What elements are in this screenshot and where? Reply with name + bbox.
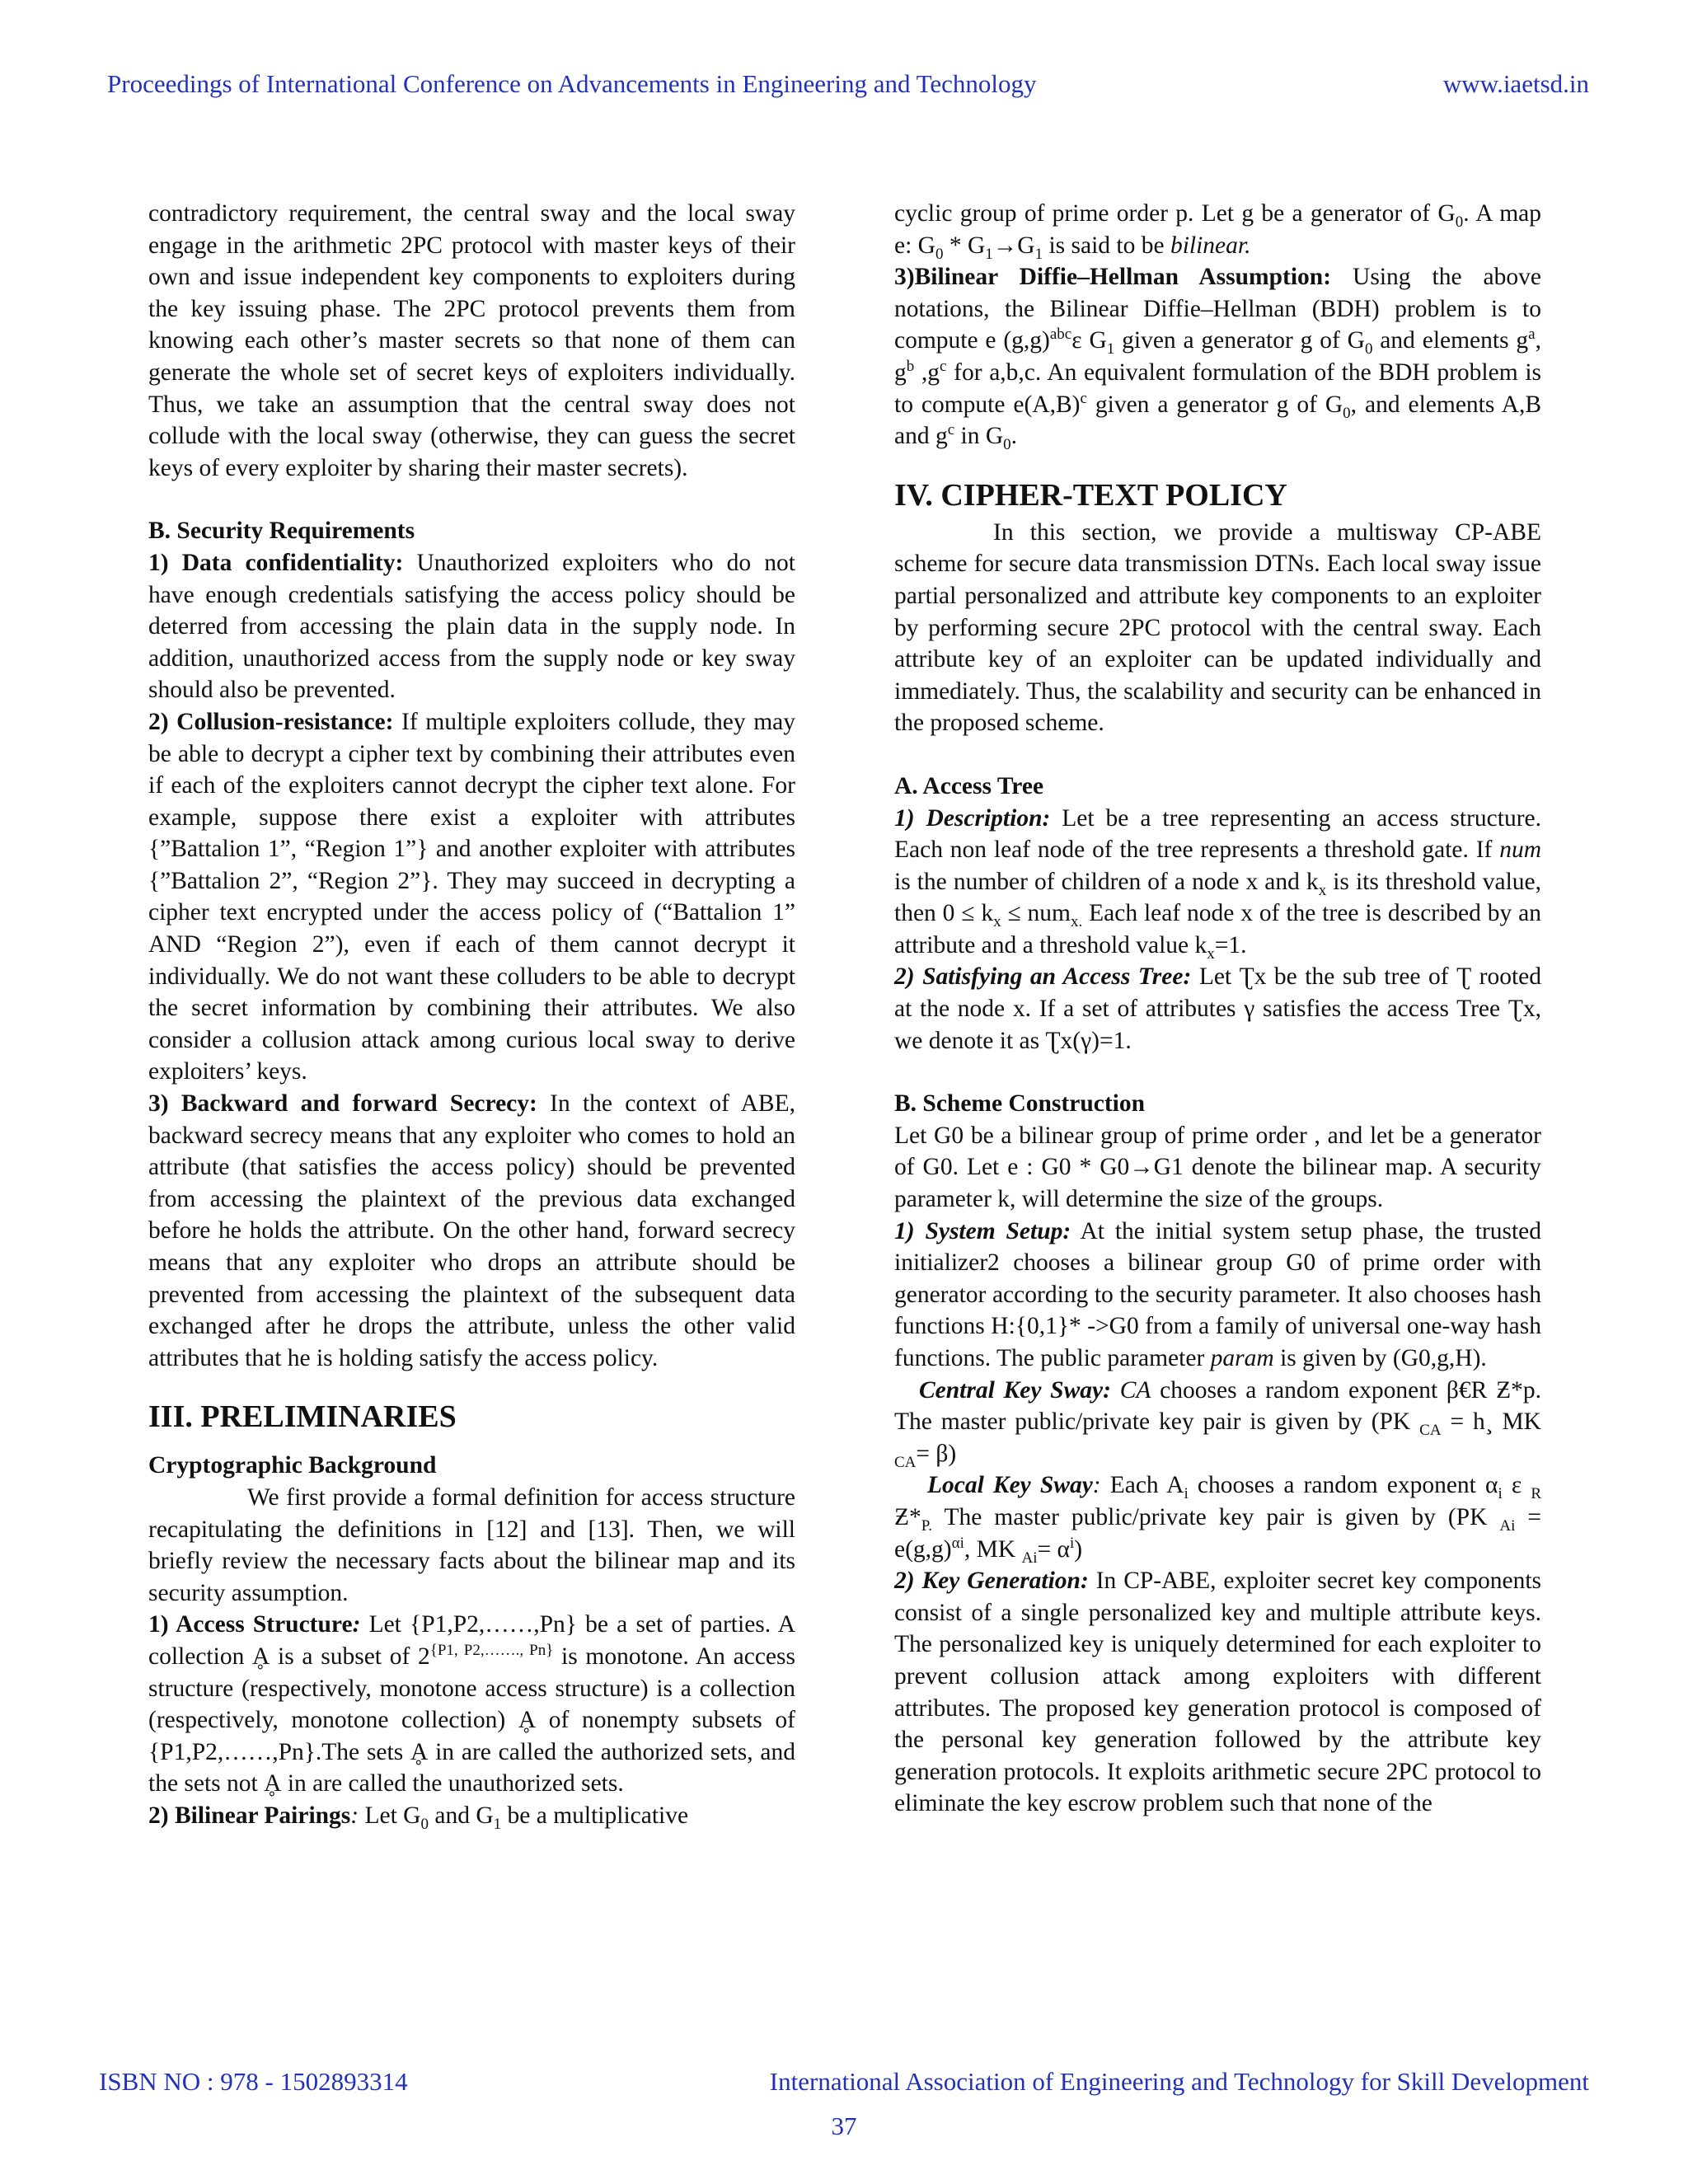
lks-text: Each A bbox=[1100, 1472, 1184, 1499]
cont-sub-2b: 1 bbox=[985, 245, 993, 263]
cks-sub: CA bbox=[894, 1453, 917, 1471]
system-setup-text: is given by (G0,g,H). bbox=[1273, 1345, 1487, 1371]
backward-forward-paragraph bbox=[148, 1088, 795, 1374]
central-key-sway-label: Central Key Sway: bbox=[919, 1376, 1111, 1404]
backward-forward-text: In the context of ABE, backward secrecy means that any exploiter who comes to hold an attribute (that satisfies the access policy) should be prevented from accessing the plaintext of the previous data exchanged before he holds the attribute. On the other hand, forward secrecy means that any exploiter who drops an attribute should be prevented from accessing the plaintext of the subsequent data exchanged after he drops the attribute, unless the other valid attributes that he is holding satisfy the access policy. bbox=[148, 1090, 795, 1371]
satisfying-tree-paragraph bbox=[894, 961, 1541, 1057]
security-requirements-heading: B. Security Requirements bbox=[148, 518, 415, 545]
desc-sub: x bbox=[1318, 881, 1327, 899]
bilinear-pairings-colon: : bbox=[350, 1802, 359, 1829]
left-column bbox=[148, 198, 795, 1832]
bdh-text: given a generator g of G bbox=[1114, 327, 1365, 354]
lks-sub: R bbox=[1531, 1485, 1541, 1503]
bdh-sup: c bbox=[940, 358, 947, 376]
data-confidentiality-label: 1) Data confidentiality: bbox=[148, 549, 404, 576]
header-website-link[interactable]: www.iaetsd.in bbox=[1442, 69, 1589, 98]
cks-text: chooses a random exponent β€R Ƶ*p. The master public/private key pair is given by (PK bbox=[894, 1376, 1541, 1436]
cont-text-2c: →G bbox=[992, 232, 1035, 259]
satisfying-tree-text: Let Ʈx be the sub tree of Ʈ rooted at the node x. If a set of attributes γ satisfies the access Tree Ʈx, we denote it as Ʈx(γ)=1. bbox=[894, 963, 1541, 1054]
lks-text: ε bbox=[1502, 1472, 1531, 1499]
description-label: 1) Description: bbox=[894, 804, 1051, 832]
intro-paragraph: contradictory requirement, the central sway and the local sway engage in the arithmetic 2PC protocol with master keys of their own and issue independent key components to exploiters during the key issuing phase. The 2PC protocol prevents them from knowing each other’s master secrets so that none of them can generate the whole set of secret keys of exploiters individually. Thus, we take an assumption that the central sway does not collude with the local sway (otherwise, they can guess the secret keys of every exploiter by sharing their master secrets). bbox=[148, 200, 795, 481]
lks-sub: P. bbox=[921, 1516, 932, 1535]
access-structure-colon: : bbox=[352, 1611, 361, 1638]
preliminaries-heading: III. PRELIMINARIES bbox=[148, 1399, 457, 1435]
collection-symbol: Ḁ bbox=[518, 1707, 537, 1734]
cont-sub-2c: 1 bbox=[1034, 245, 1043, 263]
desc-text: is the number of children of a node x and k bbox=[894, 868, 1319, 895]
bdh-sub: 0 bbox=[1343, 404, 1351, 422]
data-confidentiality-text: Unauthorized exploiters who do not have enough credentials satisfying the access policy should be deterred from accessing the plain data in the supply node. In addition, unauthorized access from the supply node or key sway should also be prevented. bbox=[148, 549, 795, 704]
right-column bbox=[894, 198, 1541, 1820]
bdh-text: Using the above notations, the Bilinear Diffie–Hellman (BDH) problem is to compute e (g,g) bbox=[894, 264, 1541, 354]
access-structure-paragraph bbox=[148, 1609, 795, 1800]
bdh-sub: 0 bbox=[1364, 340, 1373, 359]
desc-sub: x bbox=[993, 913, 1001, 931]
cont-text-2d: is said to be bbox=[1043, 232, 1170, 259]
param-term: param bbox=[1210, 1345, 1274, 1371]
scheme-construction-paragraph: Let G0 be a bilinear group of prime order , and let be a generator of G0. Let e : G0 * G0→G1 denote the bilinear map. A security parameter k, will determine the size of the groups. bbox=[894, 1122, 1541, 1213]
cont-text-2a: A map e: G bbox=[894, 200, 1542, 259]
lks-sub: i bbox=[1498, 1485, 1503, 1503]
description-paragraph bbox=[894, 803, 1541, 962]
system-setup-label: 1) System Setup: bbox=[894, 1217, 1071, 1244]
lks-text: The master public/private key pair is given by (PK bbox=[932, 1503, 1500, 1530]
bdh-sub: 1 bbox=[1106, 340, 1115, 359]
cont-sub-1: 0 bbox=[1455, 213, 1464, 231]
access-structure-text-2: is a subset of 2 bbox=[270, 1643, 430, 1670]
cipher-text-policy-heading: IV. CIPHER-TEXT POLICY bbox=[894, 477, 1287, 513]
ca-term: CA bbox=[1110, 1376, 1151, 1404]
access-structure-label: 1) Access Structure bbox=[148, 1611, 353, 1638]
page-header bbox=[107, 69, 1589, 110]
local-key-sway-label: Local Key Sway bbox=[927, 1472, 1093, 1499]
cks-text: = h¸ MK bbox=[1441, 1408, 1541, 1436]
local-key-sway-paragraph bbox=[894, 1469, 1541, 1565]
access-structure-text-3: is monotone. An access structure (respectively, monotone access structure) is a collection (respectively, monotone collection) bbox=[148, 1643, 795, 1734]
header-conference-title: Proceedings of International Conference on Advancements in Engineering and Technology bbox=[107, 69, 1037, 98]
desc-text: ≤ num bbox=[1001, 900, 1071, 927]
desc-text: Let be a tree representing an access structure. Each non leaf node of the tree represents a threshold gate. If bbox=[894, 804, 1542, 864]
lks-text: Ƶ* bbox=[894, 1503, 921, 1530]
collusion-resistance-label: 2) Collusion-resistance: bbox=[148, 708, 394, 735]
access-structure-text-5: in are called the authorized sets, and the sets not bbox=[148, 1738, 796, 1797]
power-set-superscript: {P1, P2,……., Pn} bbox=[429, 1642, 554, 1660]
desc-sub: x. bbox=[1071, 913, 1083, 931]
bilinear-term: bilinear. bbox=[1170, 232, 1251, 259]
bp-sub-1: 1 bbox=[493, 1815, 502, 1833]
satisfying-tree-label: 2) Satisfying an Access Tree: bbox=[894, 963, 1192, 991]
lks-text: = e(g,g) bbox=[894, 1503, 1541, 1563]
bilinear-pairings-label: 2) Bilinear Pairings bbox=[148, 1802, 351, 1829]
key-generation-paragraph bbox=[894, 1565, 1541, 1820]
desc-text: Each leaf node x of the tree is described by an attribute and a threshold value k bbox=[894, 900, 1541, 958]
cont-text-1: cyclic group of prime order p. Let g be a generator of G bbox=[894, 200, 1456, 227]
cont-text-1-end: . bbox=[1463, 200, 1470, 227]
bdh-text: ,g bbox=[914, 359, 940, 386]
desc-text: is its threshold value, then 0 ≤ k bbox=[894, 868, 1541, 927]
bdh-text: and elements g bbox=[1372, 327, 1529, 354]
collection-symbol: Ḁ bbox=[410, 1738, 429, 1765]
bdh-text: , and elements A,B and g bbox=[894, 391, 1542, 450]
lks-colon: : bbox=[1092, 1472, 1101, 1499]
bp-sub-0: 0 bbox=[420, 1815, 429, 1833]
bp-text-2: and G bbox=[429, 1802, 494, 1829]
bdh-sub: 0 bbox=[1003, 436, 1011, 454]
cipher-text-policy-paragraph: In this section, we provide a multisway CP-ABE scheme for secure data transmission DTNs. Each local sway issue partial personalized and attribute key components to an exploiter by performing secure 2PC protocol with the central sway. Each attribute key of an exploiter can be updated individually and immediately. Thus, the scalability and security can be enhanced in the proposed scheme. bbox=[894, 518, 1541, 737]
backward-forward-label: 3) Backward and forward Secrecy: bbox=[148, 1090, 537, 1118]
bdh-text: in G bbox=[954, 423, 1004, 450]
bp-text-1: Let G bbox=[359, 1802, 421, 1829]
bdh-sup: a bbox=[1528, 326, 1536, 344]
system-setup-paragraph bbox=[894, 1216, 1541, 1375]
crypto-background-heading: Cryptographic Background bbox=[148, 1452, 437, 1479]
collusion-resistance-paragraph bbox=[148, 706, 795, 1088]
key-generation-text: In CP-ABE, exploiter secret key components consist of a single personalized key and multiple attribute keys. The personalized key is uniquely determined for each exploiter to prevent collusion attack among exploiters with different attributes. The proposed key generation protocol is composed of the personal key generation followed by the attribute key generation protocols. It exploits arithmetic secure 2PC protocol to eliminate the key escrow problem such that none of the bbox=[894, 1568, 1542, 1817]
continuation-paragraph bbox=[894, 198, 1541, 261]
lks-sub: Ai bbox=[1499, 1516, 1516, 1535]
bdh-sup: abc bbox=[1049, 326, 1072, 344]
scheme-construction-heading: B. Scheme Construction bbox=[894, 1090, 1146, 1118]
access-structure-text-6: in are called the unauthorized sets. bbox=[281, 1770, 624, 1797]
collusion-resistance-text: If multiple exploiters collude, they may be able to decrypt a cipher text by combining their attributes even if each of the exploiters cannot decrypt the cipher text alone. For example, suppose there exist a exploiter with attributes {”Battalion 1”, “Region 1”} and another exploiter with attributes {”Battalion 2”, “Region 2”}. They may succeed in decrypting a cipher text encrypted under the access policy of (“Battalion 1” AND “Region 2”), even if each of them cannot decrypt it individually. We do not want these colluders to be able to decrypt the secret information by combining their attributes. We also consider a collusion attack among curious local sway to derive exploiters’ keys. bbox=[148, 708, 795, 1085]
lks-sup: i bbox=[1070, 1534, 1075, 1552]
cont-sub-2a: 0 bbox=[935, 245, 944, 263]
access-tree-heading: A. Access Tree bbox=[894, 772, 1044, 799]
bdh-sup: c bbox=[947, 421, 955, 439]
desc-text: =1. bbox=[1214, 931, 1247, 958]
bdh-text: ε G bbox=[1071, 327, 1107, 354]
collection-symbol: Ḁ bbox=[252, 1643, 270, 1670]
bdh-sup: c bbox=[1080, 389, 1087, 407]
bp-text-3: be a multiplicative bbox=[501, 1802, 689, 1829]
central-key-sway-paragraph bbox=[894, 1375, 1541, 1470]
footer-association: International Association of Engineering and Technology for Skill Development bbox=[769, 2067, 1589, 2096]
bdh-text: given a generator g of G bbox=[1086, 391, 1343, 418]
page-number: 37 bbox=[831, 2111, 857, 2140]
lks-sub: i bbox=[1184, 1485, 1189, 1503]
bdh-paragraph bbox=[894, 261, 1541, 452]
lks-sub: Ai bbox=[1021, 1549, 1038, 1567]
collection-symbol: Ḁ bbox=[264, 1770, 282, 1797]
bdh-text: . bbox=[1010, 423, 1018, 450]
bdh-text: , g bbox=[894, 327, 1541, 386]
lks-sup: αi bbox=[951, 1534, 964, 1552]
bdh-text: for a,b,c. An equivalent formulation of the BDH problem is to compute e(A,B) bbox=[894, 359, 1542, 418]
crypto-background-paragraph: We first provide a formal definition for access structure recapitulating the definitions in [12] and [13]. Then, we will briefly review the necessary facts about the bilinear map and its security assumption. bbox=[148, 1483, 795, 1606]
cks-sub: CA bbox=[1419, 1422, 1442, 1440]
desc-sub: x bbox=[1207, 944, 1215, 963]
data-confidentiality-paragraph bbox=[148, 547, 795, 706]
lks-text: , MK bbox=[964, 1535, 1022, 1563]
access-structure-text-4: of nonempty subsets of {P1,P2,……,Pn}.The sets bbox=[148, 1707, 795, 1765]
bdh-sup: b bbox=[906, 358, 915, 376]
access-structure-text-1: Let {P1,P2,……,Pn} be a set of parties. A collection bbox=[148, 1611, 796, 1670]
footer-isbn: ISBN NO : 978 - 1502893314 bbox=[99, 2067, 408, 2096]
key-generation-label: 2) Key Generation: bbox=[894, 1568, 1089, 1595]
lks-text: ) bbox=[1074, 1535, 1083, 1563]
cks-text: = β) bbox=[916, 1440, 957, 1467]
cont-text-2b: * G bbox=[943, 232, 986, 259]
lks-text: = α bbox=[1037, 1535, 1070, 1563]
num-term: num bbox=[1499, 837, 1541, 864]
system-setup-text: At the initial system setup phase, the trusted initializer2 chooses a bilinear group G0 of prime order with generator according to the security parameter. It also chooses hash functions H:{0,1}* ->G0 from a family of universal one-way hash functions. The public parameter bbox=[894, 1217, 1542, 1371]
lks-text: chooses a random exponent α bbox=[1188, 1472, 1498, 1499]
bilinear-pairings-paragraph bbox=[148, 1800, 795, 1832]
bdh-label: 3)Bilinear Diffie–Hellman Assumption: bbox=[894, 264, 1332, 291]
